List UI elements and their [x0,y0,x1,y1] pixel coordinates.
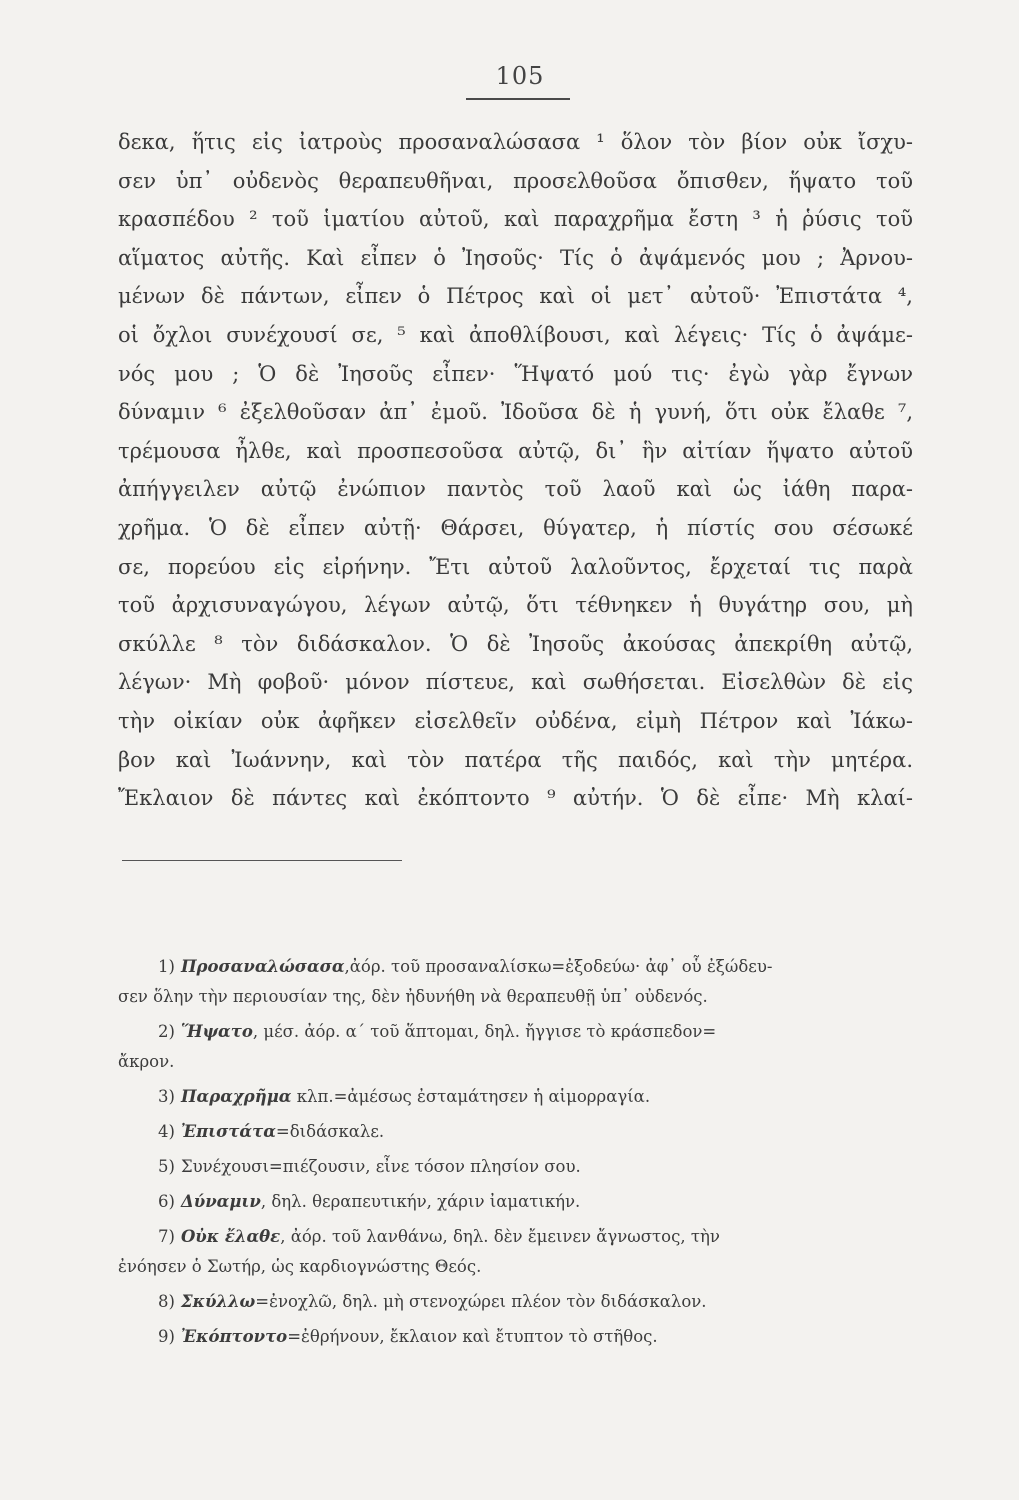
footnote-number: 9) [158,1327,175,1346]
text-line: σε, πορεύου εἰς εἰρήνην. Ἔτι αὐτοῦ λαλοῦντος, ἔρχεταί τις παρὰ [118,554,913,579]
text-line: τρέμουσα ἦλθε, καὶ προσπεσοῦσα αὐτῷ, δι᾿ ἣν αἰτίαν ἥψατο αὐτοῦ [118,438,913,463]
text-line: κρασπέδου ² τοῦ ἱματίου αὐτοῦ, καὶ παραχρῆμα ἔστη ³ ἡ ῥύσις τοῦ [118,207,913,232]
text-line: οἱ ὄχλοι συνέχουσί σε, ⁵ καὶ ἀποθλίβουσι, καὶ λέγεις· Τίς ὁ ἀψάμε- [118,322,913,347]
text-line: Ἔκλαιον δὲ πάντες καὶ ἐκόπτοντο ⁹ αὐτήν. Ὁ δὲ εἶπε· Μὴ κλαί- [118,786,913,811]
text-line: σεν ὑπ᾿ οὐδενὸς θεραπευθῆναι, προσελθοῦσα ὄπισθεν, ἥψατο τοῦ [118,168,913,193]
text-line: ἀπήγγειλεν αὐτῷ ἐνώπιον παντὸς τοῦ λαοῦ καὶ ὡς ἰάθη παρα- [118,477,913,502]
footnote-4 [118,1117,918,1147]
footnote-text: =ἐθρήνουν, ἔκλαιον καὶ ἔτυπτον τὸ στῆθος. [287,1327,658,1346]
footnote-8 [118,1287,918,1317]
footnote-number: 3) [158,1087,175,1106]
footnote-text: , ἀόρ. τοῦ λανθάνω, δηλ. δὲν ἔμεινεν ἄγνωστος, τὴν [280,1227,720,1246]
footnote-2 [118,1017,918,1077]
footnote-term: Ἥψατο [180,1022,253,1041]
text-line: χρῆμα. Ὁ δὲ εἶπεν αὐτῇ· Θάρσει, θύγατερ, ἡ πίστίς σου σέσωκέ [118,515,913,540]
footnote-text: ,ἀόρ. τοῦ προσαναλίσκω=ἐξοδεύω· ἀφ᾿ οὗ ἐξώδευ- [344,957,773,976]
footnote-1 [118,952,918,1012]
footnote-text-cont: ἄκρον. [118,1052,175,1071]
footnote-text: =διδάσκαλε. [275,1122,385,1141]
text-line: δύναμιν ⁶ ἐξελθοῦσαν ἀπ᾿ ἐμοῦ. Ἰδοῦσα δὲ ἡ γυνή, ὅτι οὐκ ἔλαθε ⁷, [118,400,913,425]
text-line: νός μου ; Ὁ δὲ Ἰησοῦς εἶπεν· Ἥψατό μού τις· ἐγὼ γὰρ ἔγνων [118,361,913,386]
footnote-term: Σκύλλω [180,1292,256,1311]
footnote-7 [118,1222,918,1282]
text-line: αἵματος αὐτῆς. Καὶ εἶπεν ὁ Ἰησοῦς· Τίς ὁ ἀψάμενός μου ; Ἀρνου- [118,245,913,270]
footnote-text: , δηλ. θεραπευτικήν, χάριν ἰαματικήν. [260,1192,581,1211]
footnote-term: Οὐκ ἔλαθε [180,1227,281,1246]
text-line: λέγων· Μὴ φοβοῦ· μόνον πίστευε, καὶ σωθήσεται. Εἰσελθὼν δὲ εἰς [118,670,913,695]
footnote-number: 5) [158,1157,175,1176]
footnotes [118,952,918,1352]
footnote-text: κλπ.=ἀμέσως ἐσταμάτησεν ἡ αἱμορραγία. [291,1087,651,1106]
footnote-rule [122,860,402,861]
footnote-term: Παραχρῆμα [180,1087,292,1106]
footnote-term: Δύναμιν [180,1192,261,1211]
footnote-term: Ἐκόπτοντο [180,1327,288,1346]
footnote-term: Ἐπιστάτα [180,1122,276,1141]
footnote-3 [118,1082,918,1112]
footnote-6 [118,1187,918,1217]
footnote-number: 8) [158,1292,175,1311]
footnote-9 [118,1322,918,1352]
footnote-text: , μέσ. ἀόρ. α΄ τοῦ ἅπτομαι, δηλ. ἤγγισε τὸ κράσπεδον= [252,1022,717,1041]
footnote-number: 7) [158,1227,175,1246]
footnote-number: 2) [158,1022,175,1041]
page-number: 105 [495,62,545,90]
footnote-text-cont: ἐνόησεν ὁ Σωτήρ, ὡς καρδιογνώστης Θεός. [118,1257,482,1276]
footnote-text: Συνέχουσι=πιέζουσιν, εἶνε τόσον πλησίον σου. [180,1157,581,1176]
footnote-number: 6) [158,1192,175,1211]
main-text [118,123,913,818]
footnote-5 [118,1152,918,1182]
footnote-number: 4) [158,1122,175,1141]
text-line: τὴν οἰκίαν οὐκ ἀφῆκεν εἰσελθεῖν οὐδένα, εἰμὴ Πέτρον καὶ Ἰάκω- [118,708,913,733]
footnote-text: =ἐνοχλῶ, δηλ. μὴ στενοχώρει πλέον τὸν διδάσκαλον. [255,1292,707,1311]
footnote-text-cont: σεν ὅλην τὴν περιουσίαν της, δὲν ἠδυνήθη νὰ θεραπευθῇ ὑπ᾿ οὐδενός. [118,987,708,1006]
text-line: τοῦ ἀρχισυναγώγου, λέγων αὐτῷ, ὅτι τέθνηκεν ἡ θυγάτηρ σου, μὴ [118,593,913,618]
text-line: μένων δὲ πάντων, εἶπεν ὁ Πέτρος καὶ οἱ μετ᾿ αὐτοῦ· Ἐπιστάτα ⁴, [118,284,913,309]
header-rule [466,98,570,100]
footnote-term: Προσαναλώσασα [180,957,345,976]
text-line: βον καὶ Ἰωάννην, καὶ τὸν πατέρα τῆς παιδός, καὶ τὴν μητέρα. [118,747,913,772]
footnote-number: 1) [158,957,175,976]
text-line: σκύλλε ⁸ τὸν διδάσκαλον. Ὁ δὲ Ἰησοῦς ἀκούσας ἀπεκρίθη αὐτῷ, [118,631,913,656]
text-line: δεκα, ἥτις εἰς ἰατροὺς προσαναλώσασα ¹ ὅλον τὸν βίον οὐκ ἴσχυ- [118,130,913,154]
